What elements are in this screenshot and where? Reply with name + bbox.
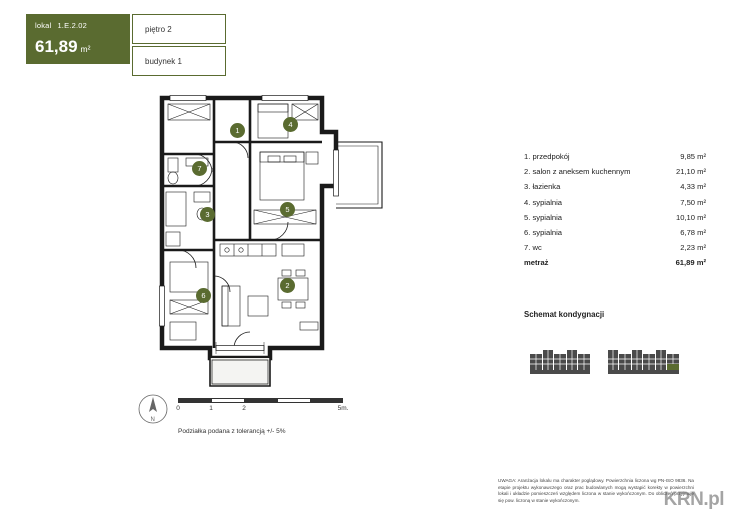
total-label: metraż [524,258,549,268]
watermark [664,489,724,511]
table-row [524,213,706,222]
floor-plan [150,90,390,390]
scale-label-0: 0 [176,405,180,412]
table-row [524,167,706,176]
room-badge-7: 7 [192,161,207,176]
table-row [524,228,706,237]
header [26,14,226,76]
unit-area [35,38,121,55]
table-row [524,243,706,252]
unit-code: 1.E.2.02 [57,21,87,30]
room-badge-2: 2 [280,278,295,293]
room-badge-1: 1 [230,123,245,138]
room-name-7: 7. wc [524,243,542,253]
room-area-7: 2,23 m² [680,243,706,253]
compass-letter: N [150,417,155,423]
room-area-3: 4,33 m² [680,182,706,192]
scale-note: Podziałka podana z tolerancją +/- 5% [178,428,286,435]
room-name-3: 3. łazienka [524,182,561,192]
table-row [524,182,706,191]
floor-plan-drawing [150,90,390,390]
building-label: budynek 1 [145,56,182,66]
room-name-4: 4. sypialnia [524,197,563,207]
room-name-1: 1. przedpokój [524,152,570,161]
scale-bar [176,398,349,416]
room-area-2: 21,10 m² [676,167,706,177]
building-schema [528,348,688,384]
header-boxes [132,14,226,76]
scale-label-2: 2 [242,405,246,412]
room-area-6: 6,78 m² [680,227,706,237]
room-name-6: 6. sypialnia [524,227,563,237]
table-row-total [524,258,706,267]
room-badge-4: 4 [283,117,298,132]
building-box [132,46,226,76]
room-area-5: 10,10 m² [676,212,706,222]
floor-label: piętro 2 [145,24,172,34]
unit-area-unit: m² [80,44,91,54]
room-table [524,152,706,274]
room-badge-3: 3 [200,207,215,222]
room-area-1: 9,85 m² [680,152,706,161]
watermark-suffix: .pl [703,489,724,510]
unit-line [35,21,121,30]
room-name-2: 2. salon z aneksem kuchennym [524,167,631,177]
room-badge-6: 6 [196,288,211,303]
room-area-4: 7,50 m² [680,197,706,207]
scale-label-1: 1 [209,405,213,412]
compass-icon [136,392,170,426]
floor-box [132,14,226,44]
unit-label: lokal [35,21,52,30]
unit-summary-block [26,14,130,64]
unit-area-value: 61,89 [35,37,78,56]
watermark-text: KRN [663,489,704,510]
table-row [524,198,706,207]
footnote: UWAGA: Aranżacja lokalu ma charakter poglądowy. Powierzchnia liczona wg PN-ISO 9836. Na etapie projektu wykonawczego oraz prac budowlanych mogą wystąpić korekty w powierzchni lokali i układzie pomieszczeń względem liczona w stanie wykończonym. Do obliczeń przyjmuje się pow. liczoną w stanie wykończonym. [498,478,694,503]
schema-title: Schemat kondygnacji [524,310,605,319]
building-schema-drawing [528,348,688,384]
total-area: 61,89 m² [675,258,706,268]
room-name-5: 5. sypialnia [524,212,563,222]
room-badge-5: 5 [280,202,295,217]
table-row [524,152,706,161]
scale-label-3: 5m. [337,405,349,412]
